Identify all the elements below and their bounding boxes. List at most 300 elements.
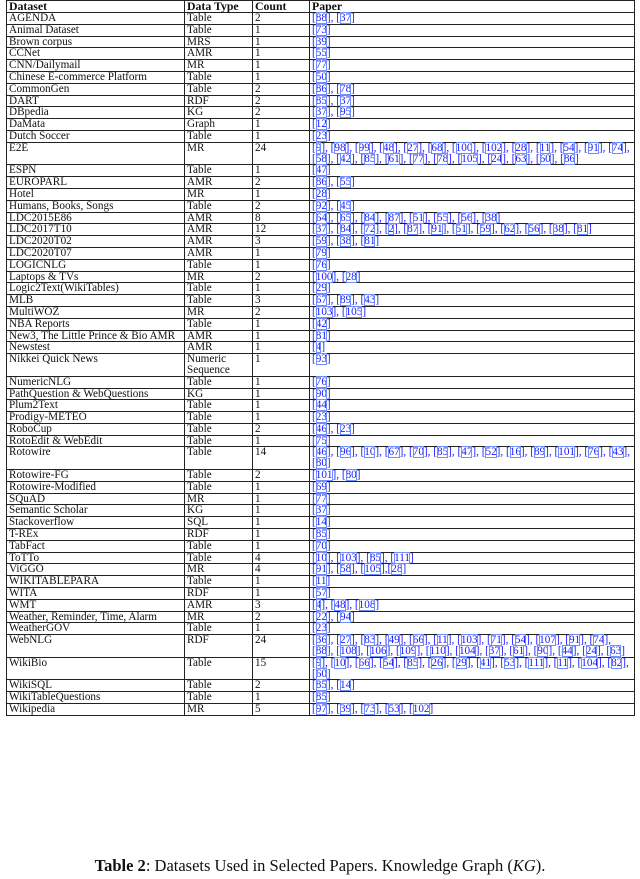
citation-link[interactable]: 11 — [557, 656, 569, 669]
cell-dataset: Humans, Books, Songs — [7, 200, 185, 212]
cell-paper: [81] — [310, 330, 635, 342]
citation-link[interactable]: 56 — [461, 211, 473, 224]
table-header-row — [7, 1, 635, 13]
table-container — [6, 0, 634, 716]
citation-link[interactable]: 52 — [485, 446, 497, 459]
citation-link[interactable]: 84 — [364, 211, 376, 224]
cell-data-type: Table — [185, 200, 253, 212]
cell-paper: [50] — [310, 71, 635, 83]
citation-link[interactable]: 23 — [315, 622, 327, 635]
caption-abbrev: KG — [512, 856, 536, 875]
cell-data-type: Table — [185, 481, 253, 493]
cell-count: 24 — [253, 142, 310, 165]
citation-link[interactable]: 10 — [364, 446, 376, 459]
citation-link[interactable]: 71 — [490, 634, 502, 647]
citation-link[interactable]: 89 — [339, 294, 352, 307]
cell-paper: [85] — [310, 692, 635, 704]
citation-link[interactable]: 24 — [585, 645, 597, 658]
citation-link[interactable]: 96 — [339, 446, 352, 459]
citation-link[interactable]: 85 — [407, 656, 419, 669]
cell-dataset: RotoEdit & WebEdit — [7, 435, 185, 447]
cell-count: 2 — [253, 423, 310, 435]
citation-link[interactable]: 78 — [339, 82, 352, 95]
cell-dataset: ToTTo — [7, 552, 185, 564]
citation-link[interactable]: 103 — [315, 305, 333, 318]
table-row — [7, 24, 635, 36]
citation-link[interactable]: 79 — [315, 246, 327, 259]
citation-link[interactable]: 63 — [610, 645, 622, 658]
cell-count: 15 — [253, 657, 310, 680]
table-row — [7, 200, 635, 212]
cell-count: 2 — [253, 680, 310, 692]
citation-link[interactable]: 91 — [431, 223, 443, 236]
column-header-dataset: Dataset — [7, 1, 185, 13]
citation-link[interactable]: 27 — [407, 141, 419, 154]
cell-count: 2 — [253, 271, 310, 283]
table-row — [7, 330, 635, 342]
citation-link[interactable]: 104 — [458, 645, 476, 658]
citation-link[interactable]: 29 — [315, 282, 327, 295]
cell-count: 1 — [253, 247, 310, 259]
citation-link[interactable]: 48 — [334, 598, 346, 611]
citation-link[interactable]: 43 — [612, 446, 624, 459]
citation-link[interactable]: 46 — [315, 422, 327, 435]
citation-link[interactable]: 22 — [315, 610, 327, 623]
cell-paper: [12] — [310, 119, 635, 131]
cell-paper: [36], [27], [83], [49], [66], [11], [103], [71], [54], [107], [91], [74], [88], [108], [106], [109], [110], [104], [37], [61], [90], [44], [24], [63] — [310, 635, 635, 658]
citation-link[interactable]: 37 — [339, 12, 352, 24]
citation-link[interactable]: 77 — [315, 59, 327, 72]
citation-link[interactable]: 47 — [315, 164, 327, 177]
cell-dataset: CommonGen — [7, 83, 185, 95]
citation-link[interactable]: 106 — [369, 645, 387, 658]
citation-link[interactable]: 103 — [460, 634, 478, 647]
cell-paper: [86], [78] — [310, 83, 635, 95]
cell-paper: [75] — [310, 435, 635, 447]
citation-link[interactable]: 43 — [364, 294, 376, 307]
citation-link[interactable]: 28 — [345, 270, 357, 283]
cell-count: 2 — [253, 470, 310, 482]
citation-link[interactable]: 23 — [339, 422, 352, 435]
citation-link[interactable]: 73 — [364, 703, 376, 716]
citation-link[interactable]: 38 — [339, 235, 352, 248]
citation-link[interactable]: 27 — [339, 634, 352, 647]
cell-count: 1 — [253, 400, 310, 412]
cell-data-type: Table — [185, 400, 253, 412]
citation-link[interactable]: 51 — [455, 223, 467, 236]
cell-count: 1 — [253, 259, 310, 271]
table-row — [7, 447, 635, 470]
cell-data-type: Table — [185, 540, 253, 552]
citation-link[interactable]: 64 — [315, 211, 327, 224]
citation-link[interactable]: 38 — [485, 211, 497, 224]
citation-link[interactable]: 84 — [339, 223, 352, 236]
cell-data-type: Table — [185, 412, 253, 424]
cell-paper: [11] — [310, 576, 635, 588]
citation-link[interactable]: 53 — [504, 656, 516, 669]
cell-dataset: NumericNLG — [7, 376, 185, 388]
citation-link[interactable]: 51 — [412, 211, 424, 224]
citation-link[interactable]: 74 — [593, 634, 605, 647]
cell-data-type: Table — [185, 576, 253, 588]
citation-link[interactable]: 38 — [552, 223, 564, 236]
citation-link[interactable]: 37 — [488, 645, 500, 658]
citation-link[interactable]: 69 — [315, 480, 327, 493]
citation-link[interactable]: 110 — [429, 645, 446, 658]
citation-link[interactable]: 28 — [391, 563, 403, 576]
citation-link[interactable]: 14 — [315, 516, 327, 529]
table-row — [7, 142, 635, 165]
citation-link[interactable]: 85 — [315, 691, 327, 704]
cell-data-type: Table — [185, 83, 253, 95]
citation-link[interactable]: 83 — [364, 634, 376, 647]
cell-paper: [44] — [310, 400, 635, 412]
caption-label: Table 2 — [94, 856, 146, 875]
cell-count: 2 — [253, 177, 310, 189]
citation-link[interactable]: 10 — [315, 551, 327, 564]
cell-data-type: KG — [185, 107, 253, 119]
citation-link[interactable]: 105 — [461, 152, 479, 165]
cell-count: 1 — [253, 623, 310, 635]
citation-link[interactable]: 49 — [388, 634, 400, 647]
citation-link[interactable]: 94 — [339, 610, 352, 623]
citation-link[interactable]: 70 — [412, 446, 424, 459]
citation-link[interactable]: 4 — [315, 598, 322, 611]
citation-link[interactable]: 107 — [539, 634, 556, 647]
table-row — [7, 259, 635, 271]
citation-link[interactable]: 42 — [339, 152, 352, 165]
cell-count: 1 — [253, 330, 310, 342]
cell-data-type: Table — [185, 657, 253, 680]
cell-paper: [77] — [310, 60, 635, 72]
citation-link[interactable]: 108 — [339, 645, 357, 658]
caption-text-before: : Datasets Used in Selected Papers. Knowledge Graph ( — [145, 856, 513, 875]
cell-paper: [37], [95] — [310, 107, 635, 119]
citation-link[interactable]: 91 — [587, 141, 599, 154]
cell-data-type: Table — [185, 13, 253, 25]
cell-paper: [10], [103], [85], [111] — [310, 552, 635, 564]
cell-dataset: LDC2017T10 — [7, 224, 185, 236]
table-row — [7, 599, 635, 611]
cell-dataset: LDC2015E86 — [7, 212, 185, 224]
cell-paper: [70] — [310, 540, 635, 552]
citation-link[interactable]: 46 — [315, 446, 327, 459]
citation-link[interactable]: 67 — [388, 446, 400, 459]
citation-link[interactable]: 82 — [611, 656, 623, 669]
citation-link[interactable]: 101 — [315, 469, 333, 482]
cell-count: 8 — [253, 212, 310, 224]
cell-count: 1 — [253, 188, 310, 200]
citation-link[interactable]: 86 — [315, 176, 327, 189]
cell-paper: [37] — [310, 505, 635, 517]
citation-link[interactable]: 109 — [399, 645, 417, 658]
citation-link[interactable]: 111 — [528, 656, 545, 669]
cell-paper: [92], [45] — [310, 200, 635, 212]
citation-link[interactable]: 4 — [315, 341, 322, 354]
citation-link[interactable]: 54 — [382, 656, 395, 669]
table-row — [7, 412, 635, 424]
table-row — [7, 48, 635, 60]
table-row — [7, 435, 635, 447]
citation-link[interactable]: 45 — [339, 199, 352, 212]
table-row — [7, 704, 635, 716]
citation-link[interactable]: 60 — [539, 152, 551, 165]
citation-link[interactable]: 80 — [345, 469, 357, 482]
citation-link[interactable]: 77 — [315, 492, 327, 505]
cell-count: 1 — [253, 388, 310, 400]
citation-link[interactable]: 97 — [315, 703, 327, 716]
citation-link[interactable]: 56 — [528, 223, 540, 236]
citation-link[interactable]: 61 — [388, 152, 400, 165]
citation-link[interactable]: 55 — [339, 176, 352, 189]
column-header-data-type: Data Type — [185, 1, 253, 13]
cell-dataset: RoboCup — [7, 423, 185, 435]
datasets-table — [6, 0, 635, 716]
table-row — [7, 611, 635, 623]
citation-link[interactable]: 60 — [315, 667, 327, 680]
citation-link[interactable]: 104 — [581, 656, 599, 669]
citation-link[interactable]: 59 — [315, 235, 327, 248]
citation-link[interactable]: 81 — [576, 223, 589, 236]
citation-link[interactable]: 54 — [514, 634, 527, 647]
citation-link[interactable]: 85 — [315, 528, 327, 541]
cell-paper: [69] — [310, 481, 635, 493]
cell-dataset: CNN/Dailymail — [7, 60, 185, 72]
citation-link[interactable]: 102 — [485, 141, 503, 154]
cell-data-type: Table — [185, 259, 253, 271]
table-row — [7, 130, 635, 142]
citation-link[interactable]: 36 — [315, 634, 327, 647]
citation-link[interactable]: 93 — [315, 353, 327, 366]
citation-link[interactable]: 63 — [515, 152, 527, 165]
citation-link[interactable]: 72 — [364, 223, 376, 236]
table-row — [7, 119, 635, 131]
table-row — [7, 588, 635, 600]
citation-link[interactable]: 55 — [315, 47, 327, 60]
citation-link[interactable]: 23 — [315, 129, 327, 142]
cell-dataset: ESPN — [7, 165, 185, 177]
cell-data-type: MRS — [185, 36, 253, 48]
cell-data-type: KG — [185, 388, 253, 400]
cell-count: 1 — [253, 130, 310, 142]
cell-data-type: Table — [185, 435, 253, 447]
cell-dataset: Rotowire — [7, 447, 185, 470]
cell-paper: [76] — [310, 259, 635, 271]
cell-data-type: Table — [185, 165, 253, 177]
citation-link[interactable]: 37 — [315, 106, 327, 119]
cell-dataset: ViGGO — [7, 564, 185, 576]
citation-link[interactable]: 70 — [315, 539, 327, 552]
citation-link[interactable]: 73 — [315, 23, 327, 36]
citation-link[interactable]: 87 — [407, 223, 419, 236]
citation-link[interactable]: 62 — [504, 223, 516, 236]
cell-count: 2 — [253, 95, 310, 107]
table-row — [7, 60, 635, 72]
citation-link[interactable]: 66 — [358, 656, 370, 669]
citation-link[interactable]: 87 — [388, 211, 400, 224]
cell-dataset: LOGICNLG — [7, 259, 185, 271]
citation-link[interactable]: 92 — [315, 199, 327, 212]
citation-link[interactable]: 58 — [315, 152, 327, 165]
table-row — [7, 470, 635, 482]
citation-link[interactable]: 37 — [315, 504, 327, 517]
citation-link[interactable]: 26 — [431, 656, 443, 669]
cell-paper: [23] — [310, 130, 635, 142]
citation-link[interactable]: 95 — [339, 106, 352, 119]
citation-link[interactable]: 39 — [339, 703, 352, 716]
table-row — [7, 376, 635, 388]
citation-link[interactable]: 98 — [334, 141, 346, 154]
cell-data-type: RDF — [185, 635, 253, 658]
citation-link[interactable]: 91 — [315, 563, 327, 576]
citation-link[interactable]: 86 — [315, 82, 327, 95]
cell-dataset: WikiTableQuestions — [7, 692, 185, 704]
citation-link[interactable]: 105 — [345, 305, 363, 318]
citation-link[interactable]: 14 — [339, 679, 352, 692]
cell-dataset: Hotel — [7, 188, 185, 200]
citation-link[interactable]: 111 — [394, 551, 411, 564]
citation-link[interactable]: 54 — [563, 141, 575, 154]
cell-dataset: CCNet — [7, 48, 185, 60]
cell-count: 1 — [253, 481, 310, 493]
citation-link[interactable]: 48 — [382, 141, 395, 154]
citation-link[interactable]: 81 — [364, 235, 376, 248]
citation-link[interactable]: 16 — [509, 446, 521, 459]
citation-link[interactable]: 85 — [436, 446, 449, 459]
cell-dataset: SQuAD — [7, 493, 185, 505]
cell-count: 2 — [253, 306, 310, 318]
citation-link[interactable]: 105 — [364, 563, 382, 576]
citation-link[interactable]: 53 — [388, 703, 400, 716]
cell-paper: [4] — [310, 342, 635, 354]
citation-link[interactable]: 50 — [315, 70, 327, 83]
cell-dataset: WikiSQL — [7, 680, 185, 692]
cell-dataset: E2E — [7, 142, 185, 165]
cell-dataset: DBpedia — [7, 107, 185, 119]
cell-paper: [79] — [310, 247, 635, 259]
citation-link[interactable]: 68 — [431, 141, 443, 154]
citation-link[interactable]: 77 — [412, 152, 424, 165]
citation-link[interactable]: 10 — [334, 656, 346, 669]
cell-data-type: Table — [185, 470, 253, 482]
citation-link[interactable]: 42 — [315, 317, 327, 330]
citation-link[interactable]: 100 — [315, 270, 333, 283]
cell-dataset: Logic2Text(WikiTables) — [7, 283, 185, 295]
citation-link[interactable]: 24 — [491, 152, 503, 165]
citation-link[interactable]: 37 — [315, 223, 327, 236]
citation-link[interactable]: 99 — [358, 141, 370, 154]
cell-data-type: AMR — [185, 342, 253, 354]
cell-paper: [90] — [310, 388, 635, 400]
table-row — [7, 692, 635, 704]
citation-link[interactable]: 44 — [561, 645, 573, 658]
citation-link[interactable]: 88 — [315, 12, 327, 24]
citation-link[interactable]: 89 — [533, 446, 546, 459]
citation-link[interactable]: 81 — [315, 329, 327, 342]
citation-link[interactable]: 28 — [515, 141, 527, 154]
cell-dataset: WeatherGOV — [7, 623, 185, 635]
citation-link[interactable]: 85 — [369, 551, 382, 564]
citation-link[interactable]: 67 — [315, 294, 327, 307]
citation-link[interactable]: 85 — [315, 679, 327, 692]
citation-link[interactable]: 23 — [315, 411, 327, 424]
citation-link[interactable]: 88 — [315, 645, 327, 658]
citation-link[interactable]: 103 — [339, 551, 357, 564]
citation-link[interactable]: 85 — [364, 152, 376, 165]
cell-data-type: MR — [185, 704, 253, 716]
citation-link[interactable]: 59 — [479, 223, 492, 236]
citation-link[interactable]: 57 — [315, 587, 327, 600]
citation-link[interactable]: 47 — [461, 446, 473, 459]
citation-link[interactable]: 78 — [436, 152, 449, 165]
citation-link[interactable]: 58 — [339, 563, 352, 576]
cell-count: 1 — [253, 119, 310, 131]
citation-link[interactable]: 86 — [563, 152, 576, 165]
citation-link[interactable]: 90 — [537, 645, 549, 658]
citation-link[interactable]: 11 — [539, 141, 551, 154]
citation-link[interactable]: 9 — [315, 141, 322, 154]
citation-link[interactable]: 101 — [558, 446, 576, 459]
citation-link[interactable]: 55 — [436, 211, 449, 224]
cell-data-type: MR — [185, 493, 253, 505]
cell-count: 2 — [253, 200, 310, 212]
citation-link[interactable]: 41 — [479, 656, 492, 669]
cell-data-type: MR — [185, 60, 253, 72]
cell-data-type: Table — [185, 318, 253, 330]
citation-link[interactable]: 28 — [315, 187, 327, 200]
citation-link[interactable]: 65 — [339, 211, 352, 224]
citation-link[interactable]: 12 — [315, 118, 327, 131]
cell-count: 1 — [253, 540, 310, 552]
citation-link[interactable]: 74 — [611, 141, 624, 154]
cell-count: 1 — [253, 60, 310, 72]
citation-link[interactable]: 66 — [412, 634, 424, 647]
cell-paper: [28] — [310, 188, 635, 200]
citation-link[interactable]: 9 — [315, 656, 322, 669]
citation-link[interactable]: 37 — [339, 94, 352, 107]
citation-link[interactable]: 75 — [315, 434, 327, 447]
cell-paper: [29] — [310, 283, 635, 295]
citation-link[interactable]: 80 — [315, 457, 327, 470]
citation-link[interactable]: 11 — [436, 634, 448, 647]
cell-dataset: MultiWOZ — [7, 306, 185, 318]
citation-link[interactable]: 29 — [455, 656, 467, 669]
citation-link[interactable]: 76 — [315, 375, 327, 388]
citation-link[interactable]: 39 — [315, 35, 327, 48]
citation-link[interactable]: 100 — [455, 141, 473, 154]
cell-data-type: KG — [185, 505, 253, 517]
table-row — [7, 354, 635, 377]
cell-dataset: Dutch Soccer — [7, 130, 185, 142]
table-row — [7, 13, 635, 25]
citation-link[interactable]: 90 — [315, 387, 327, 400]
cell-data-type: Table — [185, 130, 253, 142]
citation-link[interactable]: 108 — [358, 598, 376, 611]
citation-link[interactable]: 2 — [388, 223, 395, 236]
citation-link[interactable]: 11 — [315, 575, 327, 588]
citation-link[interactable]: 44 — [315, 399, 327, 412]
citation-link[interactable]: 76 — [315, 258, 327, 271]
cell-dataset: Plum2Text — [7, 400, 185, 412]
citation-link[interactable]: 76 — [588, 446, 600, 459]
cell-dataset: MLB — [7, 295, 185, 307]
table-row — [7, 224, 635, 236]
citation-link[interactable]: 91 — [569, 634, 581, 647]
cell-count: 1 — [253, 283, 310, 295]
citation-link[interactable]: 61 — [513, 645, 525, 658]
citation-link[interactable]: 85 — [315, 94, 327, 107]
citation-link[interactable]: 102 — [412, 703, 430, 716]
